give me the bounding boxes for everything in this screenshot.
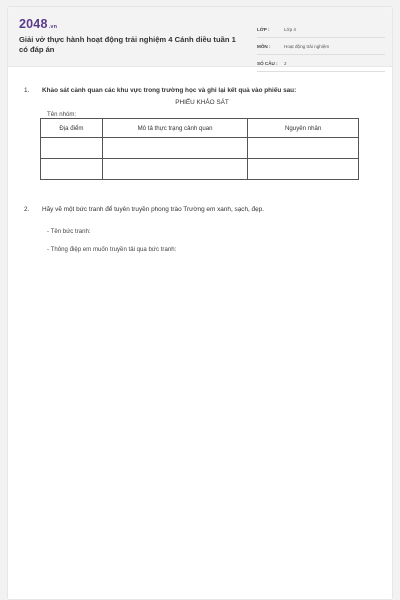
logo-suffix: .vn — [48, 24, 58, 30]
table-cell[interactable] — [248, 138, 359, 159]
meta-info — [257, 21, 385, 72]
table-cell[interactable] — [102, 159, 248, 180]
table-cell[interactable] — [102, 138, 248, 159]
site-logo[interactable] — [19, 17, 57, 31]
meta-label: MÔN : — [257, 43, 271, 49]
question-text: Hãy vẽ một bức tranh để tuyên truyền phong trào Trường em xanh, sạch, đẹp. — [42, 206, 264, 213]
meta-value: Lớp 4 — [284, 26, 296, 32]
table-row — [41, 138, 359, 159]
table-header-row — [41, 119, 359, 138]
question-number: 2. — [24, 206, 30, 213]
question-text: Khảo sát cảnh quan các khu vực trong trường học và ghi lại kết quả vào phiếu sau: — [42, 87, 297, 94]
meta-row-class — [257, 21, 385, 38]
column-header-description: Mô tả thực trạng cảnh quan — [102, 119, 248, 138]
column-header-cause: Nguyên nhân — [248, 119, 359, 138]
meta-value: 2 — [284, 60, 287, 66]
document-header — [8, 7, 392, 67]
survey-table — [40, 118, 359, 180]
table-cell[interactable] — [248, 159, 359, 180]
column-header-location: Địa điểm — [41, 119, 103, 138]
document-title: Giải vở thực hành hoạt động trải nghiệm 4 Cánh diều tuần 1 có đáp án — [19, 35, 236, 54]
meta-row-question-count — [257, 55, 385, 72]
table-cell[interactable] — [41, 138, 103, 159]
table-cell[interactable] — [41, 159, 103, 180]
meta-label: SỐ CÂU : — [257, 60, 278, 66]
answer-line-picture-name: - Tên bức tranh: — [47, 228, 91, 235]
question-number: 1. — [24, 87, 30, 94]
document-sheet — [7, 6, 393, 600]
meta-row-subject — [257, 38, 385, 55]
group-name-label: Tên nhóm: — [47, 111, 77, 118]
logo-text: 2048 — [19, 17, 48, 31]
meta-label: LỚP : — [257, 26, 270, 32]
table-row — [41, 159, 359, 180]
answer-line-message: - Thông điệp em muốn truyền tải qua bức tranh: — [47, 246, 177, 253]
meta-value: Hoạt động trải nghiệm — [284, 43, 330, 49]
survey-title: PHIẾU KHẢO SÁT — [175, 99, 229, 106]
